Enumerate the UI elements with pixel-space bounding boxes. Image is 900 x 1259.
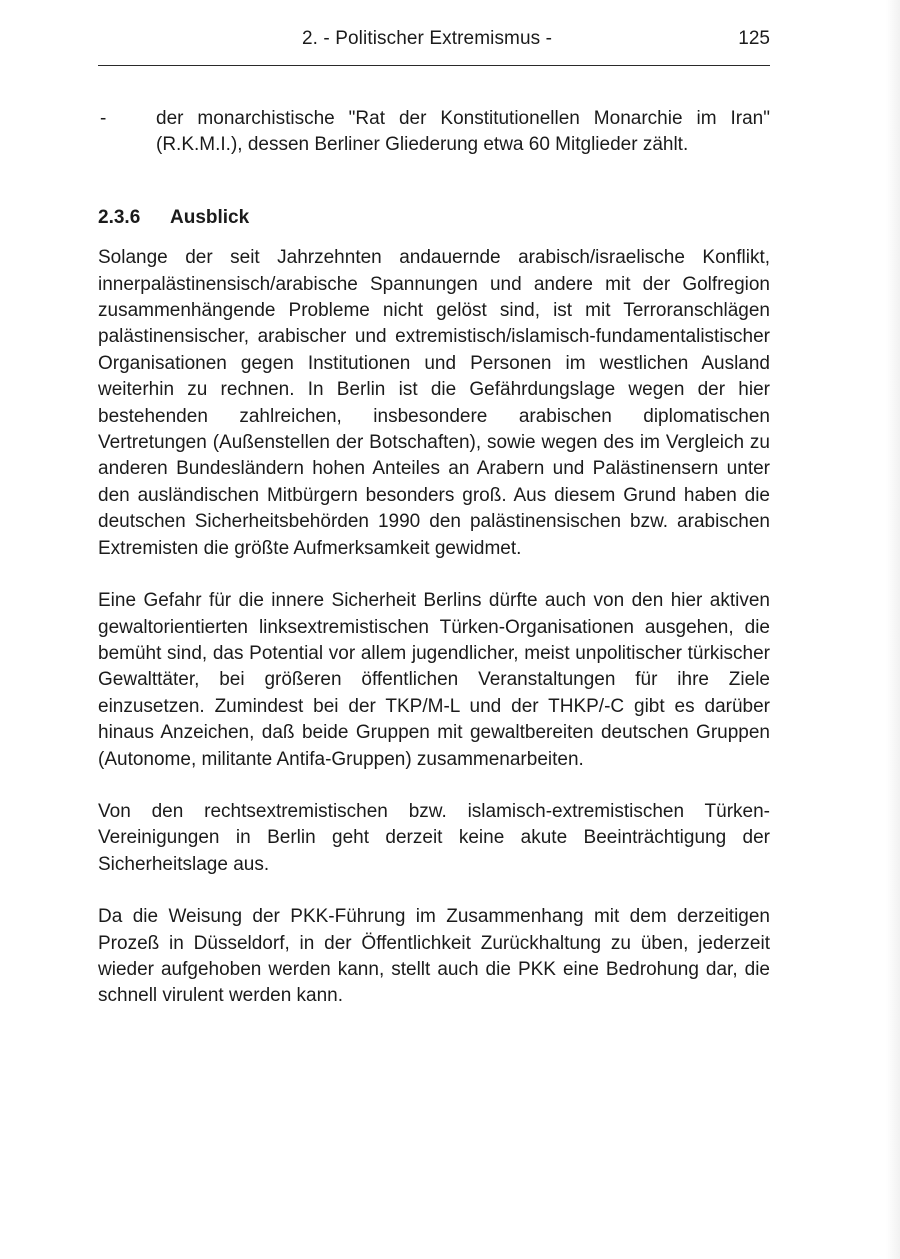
paragraph-3: Von den rechtsextremistischen bzw. islamisch-extremistischen Türken-Vereinigungen in Berlin geht derzeit keine akute Beeinträchtigung der Sicherheitslage aus. xyxy=(98,800,770,875)
section-number: 2.3.6 xyxy=(98,206,141,228)
paragraph-2: Eine Gefahr für die innere Sicherheit Berlins dürfte auch von den hier aktiven gewaltorientierten linksextremistischen Türken-Organisationen ausgehen, die bemüht sind, das Potential vor allem jugendlicher, meist unpolitischer türkischer Gewalttäter, bei größeren öffentlichen Veranstaltungen für ihre Ziele einzusetzen. Zumindest bei der TKP/M-L und der THKP/-C gibt es darüber hinaus Anzeichen, daß beide Gruppen mit gewaltbereiten deutschen Gruppen (Autonome, militante Antifa-Gruppen) zusammenarbeiten. xyxy=(98,590,770,770)
page-header xyxy=(98,28,770,58)
bullet-dash: - xyxy=(100,108,107,129)
running-title: 2. - Politischer Extremismus - xyxy=(302,28,553,49)
page-number: 125 xyxy=(738,28,770,49)
header-rule xyxy=(98,65,770,66)
page-content xyxy=(98,106,770,1036)
paragraph-1: Solange der seit Jahrzehnten andauernde arabisch/israelische Konflikt, innerpalästinensisch/arabische Spannungen und andere mit der Golfregion zusammenhängende Probleme nicht gelöst sind, ist mit Terroranschlägen palästinensischer, arabischer und extremistisch/islamisch-fundamentalistischer Organisationen gegen Institutionen und Personen im westlichen Ausland weiterhin zu rechnen. In Berlin ist die Gefährdungslage wegen der hier bestehenden zahlreichen, insbesondere arabischen diplomatischen Vertretungen (Außenstellen der Botschaften), sowie wegen des im Vergleich zu anderen Bundesländern hohen Anteiles an Arabern und Palästinensern unter den ausländischen Mitbürgern besonders groß. Aus diesem Grund haben die deutschen Sicherheitsbehörden 1990 den palästinensischen bzw. arabischen Extremisten die größte Aufmerksamkeit gewidmet. xyxy=(98,247,770,559)
page-edge-shadow xyxy=(886,0,900,1259)
list-item xyxy=(98,106,770,159)
section-heading xyxy=(98,205,770,231)
section-title: Ausblick xyxy=(170,206,250,228)
list-item-text: der monarchistische "Rat der Konstitutionellen Monarchie im Iran" (R.K.M.I.), dessen Berliner Gliederung etwa 60 Mitglieder zählt. xyxy=(156,108,770,156)
paragraph-4: Da die Weisung der PKK-Führung im Zusammenhang mit dem derzeitigen Prozeß in Düsseldorf, in der Öffentlichkeit Zurückhaltung zu üben, jederzeit wieder aufgehoben werden kann, stellt auch die PKK eine Bedrohung dar, die schnell virulent werden kann. xyxy=(98,906,770,1007)
